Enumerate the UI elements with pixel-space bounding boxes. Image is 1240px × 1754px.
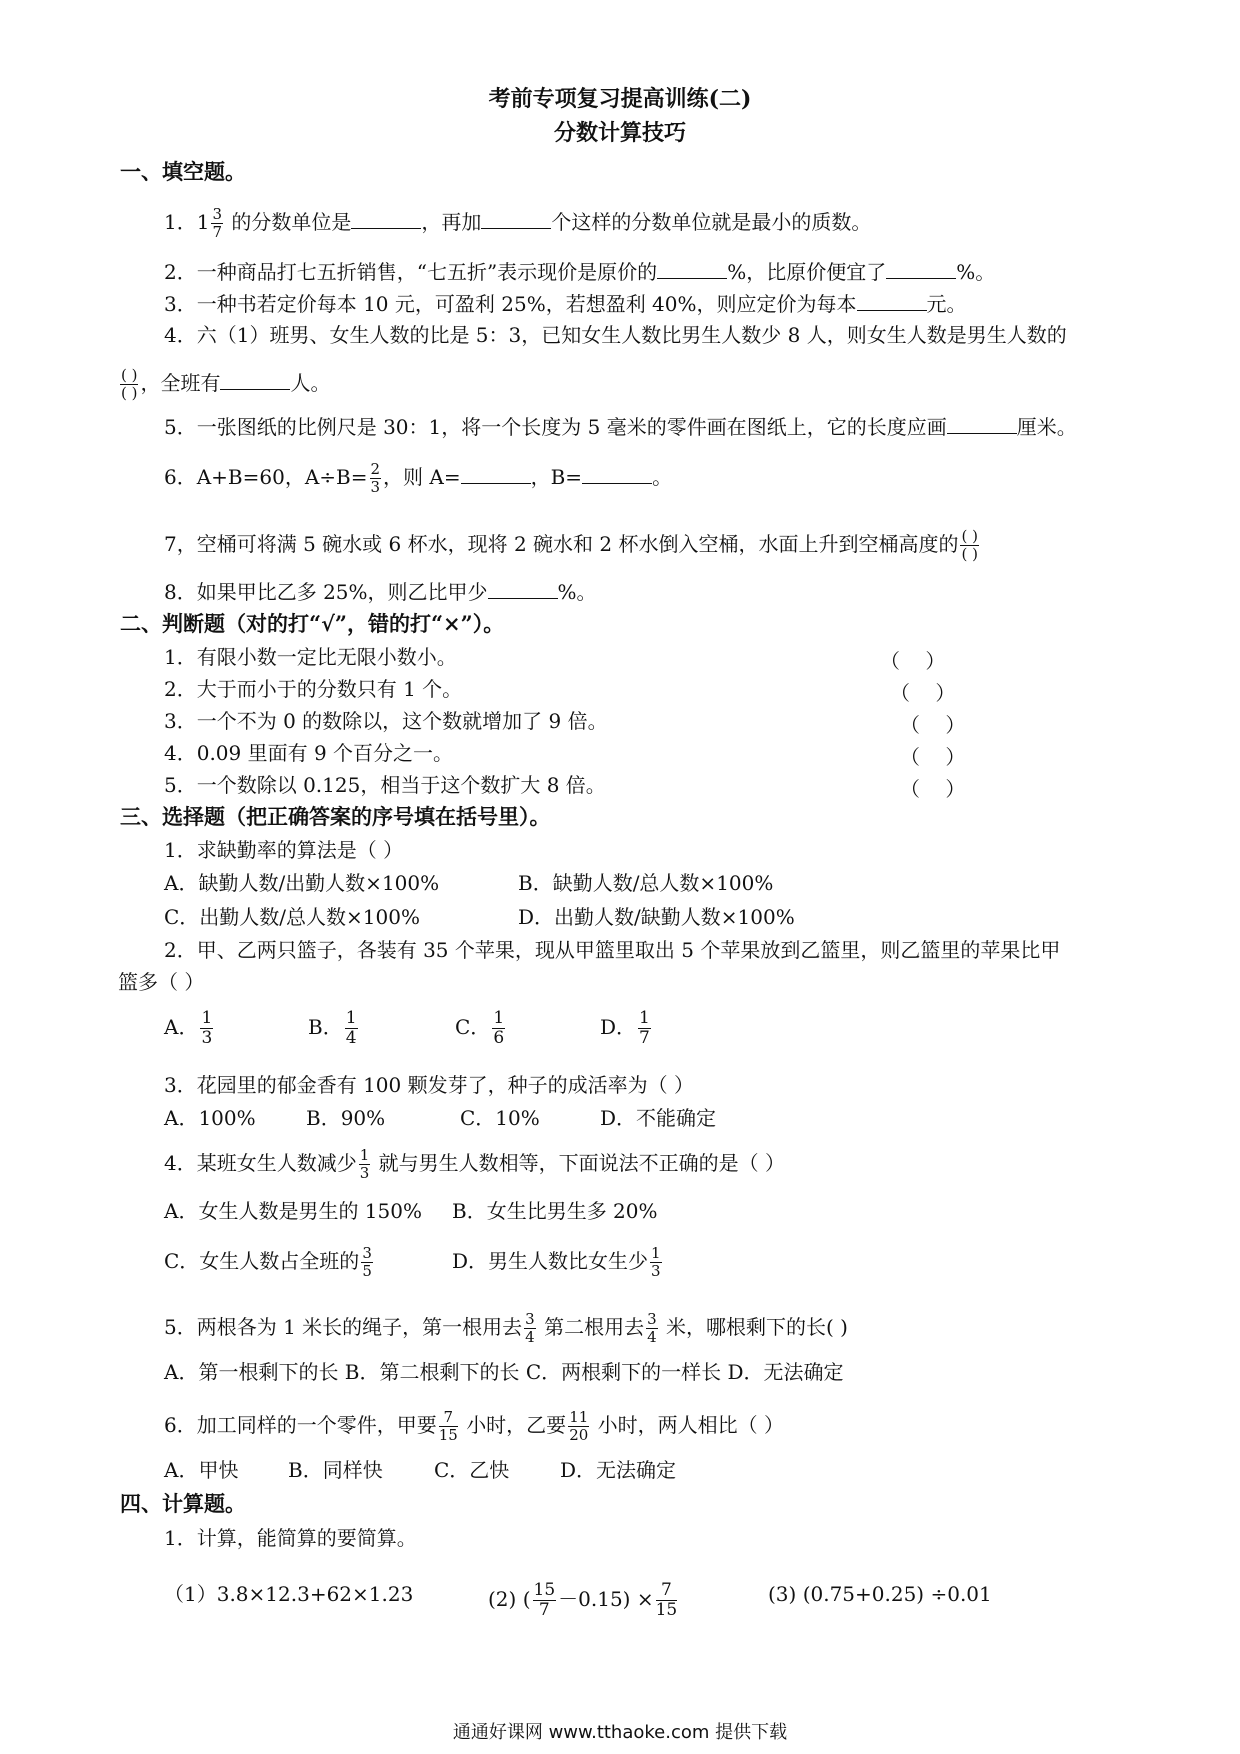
choice-option[interactable]: C．10% (460, 1106, 540, 1130)
fraction: $\frac{3}{5}$ (362, 1244, 372, 1280)
judge-item-3: 3．一个不为 0 的数除以，这个数就增加了 9 倍。 (164, 709, 608, 733)
answer-blank[interactable] (582, 465, 652, 484)
choice-option[interactable]: D． $\frac{1}{7}$ (600, 1008, 650, 1048)
fraction: $\frac{1}{4}$ (345, 1008, 357, 1048)
fraction: $\frac{1}{3}$ (201, 1008, 213, 1048)
fraction: $\frac{3}{4}$ (525, 1310, 535, 1346)
section-calculation: 四、计算题。 (120, 1491, 246, 1516)
choice-option[interactable]: B．缺勤人数/总人数×100% (518, 871, 774, 895)
choice-option[interactable]: A．甲快 (164, 1458, 239, 1482)
fraction: $\frac{7}{15}$ (438, 1408, 458, 1444)
fill-question-8: 8．如果甲比乙多 25%，则乙比甲少 %。 (164, 580, 597, 604)
choice-option[interactable]: D．出勤人数/缺勤人数×100% (518, 905, 795, 929)
choice-option[interactable]: B．同样快 (288, 1458, 383, 1482)
fraction: $\frac{( )}{( )}$ (121, 366, 138, 402)
choice-option[interactable]: C． $\frac{1}{6}$ (455, 1008, 505, 1048)
choice-option[interactable]: D．男生人数比女生少 $\frac{1}{3}$ (452, 1244, 661, 1280)
choice-question-2-cont: 篮多（ ） (118, 970, 205, 994)
fraction: $\frac{11}{20}$ (569, 1408, 589, 1444)
fill-question-3: 3．一种书若定价每本 10 元，可盈利 25%，若想盈利 40%，则应定价为每本 元。 (164, 292, 967, 316)
judge-item-4: 4．0.09 里面有 9 个百分之一。 (164, 741, 454, 765)
page-subtitle: 分数计算技巧 (553, 120, 686, 146)
answer-blank[interactable] (657, 260, 727, 279)
fill-question-4-cont: $\frac{( )}{( )}$ ，全班有 人。 (121, 366, 331, 402)
section-true-false: 二、判断题（对的打“√”，错的打“×”）。 (120, 611, 505, 636)
choice-option[interactable]: B． $\frac{1}{4}$ (308, 1008, 357, 1048)
judge-item-5: 5．一个数除以 0.125，相当于这个数扩大 8 倍。 (164, 773, 606, 797)
calc-expression-2: (2) ( $\frac{15}{7}$ －0.15) × $\frac{7}{15}$ (488, 1580, 678, 1620)
fill-question-1: 1．1 $\frac{3}{7}$ 的分数单位是 ，再加 个这样的分数单位就是最小的质数。 (164, 205, 872, 241)
fill-question-4: 4．六（1）班男、女生人数的比是 5：3，已知女生人数比男生人数少 8 人，则女生人数是男生人数的 (164, 323, 1067, 347)
answer-blank[interactable] (461, 465, 531, 484)
fraction: $\frac{1}{7}$ (639, 1008, 650, 1048)
choice-question-5: 5．两根各为 1 米长的绳子，第一根用去 $\frac{3}{4}$ 第二根用去 $\frac{3}{4}$ 米，哪根剩下的长( ) (164, 1310, 848, 1346)
choice-options-row[interactable]: A．第一根剩下的长 B．第二根剩下的长 C．两根剩下的一样长 D．无法确定 (164, 1360, 844, 1384)
judge-item-1: 1．有限小数一定比无限小数小。 (164, 645, 457, 669)
choice-option[interactable]: D．不能确定 (600, 1106, 717, 1130)
fraction: $\frac{3}{7}$ (212, 205, 223, 241)
answer-blank[interactable] (220, 371, 290, 390)
choice-question-4: 4．某班女生人数减少 $\frac{1}{3}$ 就与男生人数相等，下面说法不正确的是（ ） (164, 1146, 785, 1182)
answer-blank[interactable] (488, 580, 558, 599)
calc-question-1: 1．计算，能简算的要简算。 (164, 1526, 417, 1550)
answer-paren[interactable]: （ ） (880, 649, 946, 673)
choice-question-2: 2．甲、乙两只篮子，各装有 35 个苹果，现从甲篮里取出 5 个苹果放到乙篮里，则乙篮里的苹果比甲 (164, 938, 1061, 962)
answer-blank[interactable] (947, 415, 1017, 434)
answer-blank[interactable] (886, 260, 956, 279)
page-footer: 通通好课网 www.tthaoke.com 提供下载 (452, 1722, 788, 1743)
fraction: $\frac{15}{7}$ (533, 1580, 556, 1620)
fill-question-2: 2．一种商品打七五折销售，“七五折”表示现价是原价的 %，比原价便宜了 %。 (164, 260, 996, 284)
fill-question-5: 5．一张图纸的比例尺是 30：1，将一个长度为 5 毫米的零件画在图纸上，它的长度应画 厘米。 (164, 415, 1077, 439)
answer-blank[interactable] (481, 210, 551, 229)
fraction: $\frac{1}{3}$ (651, 1244, 661, 1280)
fraction: $\frac{2}{3}$ (370, 460, 381, 496)
answer-paren[interactable]: （ ） (900, 745, 966, 769)
choice-option[interactable]: A．女生人数是男生的 150% (164, 1199, 422, 1223)
choice-option[interactable]: A．缺勤人数/出勤人数×100% (164, 871, 440, 895)
fraction: $\frac{( )}{( )}$ (961, 527, 978, 563)
choice-option[interactable]: C．乙快 (434, 1458, 510, 1482)
page-title: 考前专项复习提高训练(二) (488, 86, 752, 112)
choice-option[interactable]: C．女生人数占全班的 $\frac{3}{5}$ (164, 1244, 372, 1280)
section-fill-in: 一、填空题。 (120, 159, 246, 184)
fill-question-6: 6．A+B=60，A÷B= $\frac{2}{3}$ ，则 A= ，B= 。 (164, 460, 673, 496)
fraction: $\frac{1}{3}$ (359, 1146, 370, 1182)
answer-blank[interactable] (351, 210, 421, 229)
choice-option[interactable]: B．女生比男生多 20% (452, 1199, 658, 1223)
section-multiple-choice: 三、选择题（把正确答案的序号填在括号里）。 (120, 804, 551, 829)
fill-question-7: 7，空桶可将满 5 碗水或 6 杯水，现将 2 碗水和 2 杯水倒入空桶，水面上升到空桶高度的 $\frac{( )}{( )}$ (164, 527, 978, 563)
fraction: $\frac{7}{15}$ (655, 1580, 678, 1620)
choice-question-1: 1．求缺勤率的算法是（ ） (164, 838, 404, 862)
fraction: $\frac{3}{4}$ (647, 1310, 657, 1346)
choice-question-6: 6．加工同样的一个零件，甲要 $\frac{7}{15}$ 小时，乙要 $\frac{11}{20}$ 小时，两人相比（ ） (164, 1408, 784, 1444)
choice-question-3: 3．花园里的郁金香有 100 颗发芽了，种子的成活率为（ ） (164, 1073, 694, 1097)
judge-item-2: 2．大于而小于的分数只有 1 个。 (164, 677, 463, 701)
answer-paren[interactable]: （ ） (900, 777, 966, 801)
choice-option[interactable]: B．90% (306, 1106, 386, 1130)
answer-paren[interactable]: （ ） (890, 681, 956, 705)
answer-blank[interactable] (857, 292, 927, 311)
choice-option[interactable]: A．100% (164, 1106, 256, 1130)
choice-option[interactable]: C．出勤人数/总人数×100% (164, 905, 420, 929)
calc-expression-1: （1）3.8×12.3+62×1.23 (164, 1582, 414, 1606)
answer-paren[interactable]: （ ） (900, 713, 966, 737)
choice-option[interactable]: D．无法确定 (560, 1458, 677, 1482)
calc-expression-3: (3) (0.75+0.25) ÷0.01 (768, 1582, 992, 1606)
fraction: $\frac{1}{6}$ (493, 1008, 505, 1048)
choice-option[interactable]: A． $\frac{1}{3}$ (164, 1008, 213, 1048)
